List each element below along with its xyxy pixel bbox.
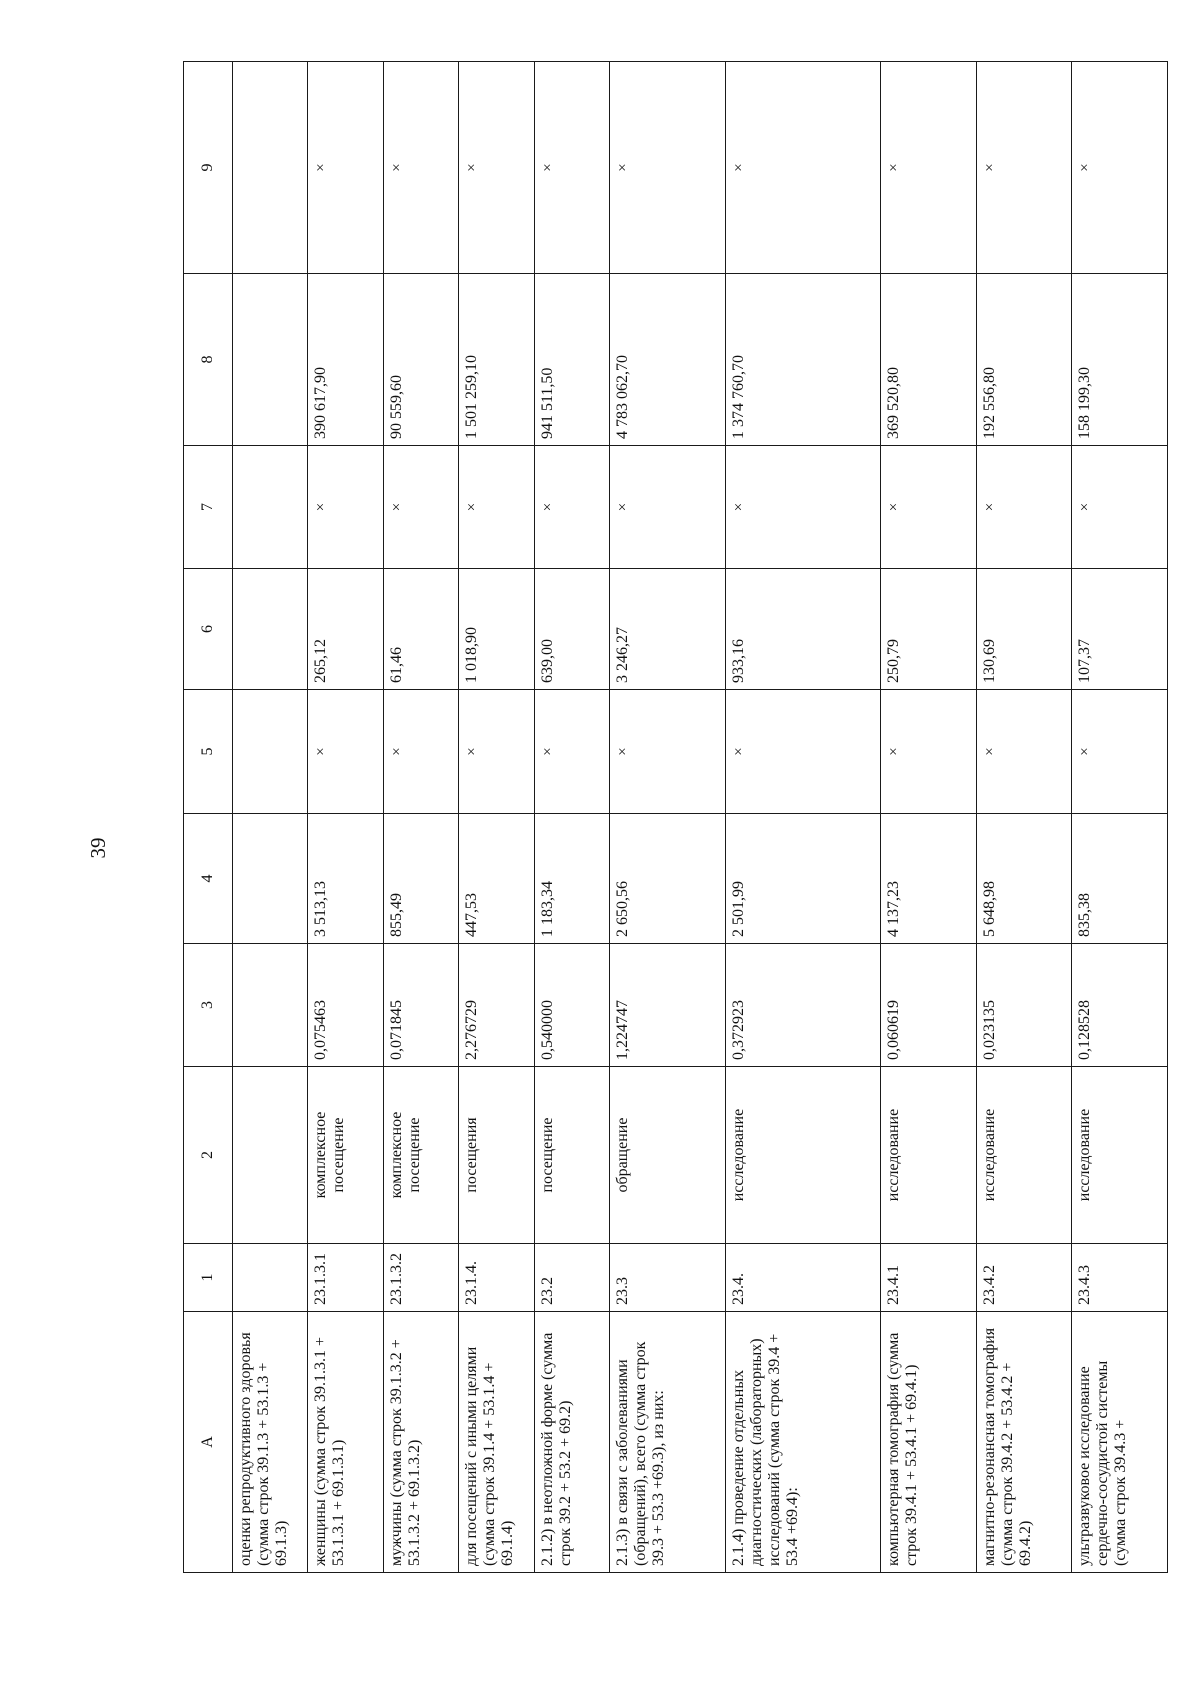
table-cell [232,814,308,944]
table-cell: × [534,62,610,274]
table-cell: × [308,62,384,274]
table-cell: × [534,690,610,814]
table-cell: 0,372923 [725,944,880,1067]
table-cell: обращение [610,1067,726,1244]
table-cell: 23.4. [725,1244,880,1312]
table-cell: × [881,62,977,274]
table-cell [232,569,308,690]
header-cell: 2 [184,1067,233,1244]
table-row [1072,62,1168,1573]
table-row [976,62,1072,1573]
table-row [725,62,880,1573]
header-cell: 5 [184,690,233,814]
table-cell: × [610,446,726,569]
table-cell: × [459,62,535,274]
table-body [184,62,1168,1573]
table-cell: 61,46 [383,569,459,690]
table-cell: 941 511,50 [534,274,610,446]
header-cell: 1 [184,1244,233,1312]
table-cell: 933,16 [725,569,880,690]
table-cell: исследование [976,1067,1072,1244]
table-cell [232,62,308,274]
row-label-cell: мужчины (сумма строк 39.1.3.2 + 53.1.3.2 + 69.1.3.2) [383,1312,459,1573]
table-cell: 23.1.3.2 [383,1244,459,1312]
table-cell: 1 183,34 [534,814,610,944]
table-cell: 23.1.4. [459,1244,535,1312]
row-label-cell: магнитно-резонансная томография (сумма строк 39.4.2 + 53.4.2 + 69.4.2) [976,1312,1072,1573]
table-cell: 0,071845 [383,944,459,1067]
page-number: 39 [86,837,110,859]
row-label-cell: компьютерная томография (сумма строк 39.4.1 + 53.4.1 + 69.4.1) [881,1312,977,1573]
table-cell: 4 783 062,70 [610,274,726,446]
table-cell: 3 513,13 [308,814,384,944]
table-cell: × [976,690,1072,814]
table-cell [232,690,308,814]
table-cell: × [725,62,880,274]
table-cell: 23.1.3.1 [308,1244,384,1312]
table-row [232,62,308,1573]
table-cell: 639,00 [534,569,610,690]
table-cell: × [610,62,726,274]
table-cell: × [383,690,459,814]
table-cell: исследование [881,1067,977,1244]
tariff-table [183,61,1168,1573]
table-cell: 158 199,30 [1072,274,1168,446]
table-cell: комплексное посещение [308,1067,384,1244]
rotated-table-wrapper [183,62,1168,1573]
table-cell: × [383,62,459,274]
table-cell: × [725,690,880,814]
table-cell: × [610,690,726,814]
table-cell [232,944,308,1067]
row-label-cell: оценки репродуктивного здоровья (сумма строк 39.1.3 + 53.1.3 + 69.1.3) [232,1312,308,1573]
table-cell [232,1244,308,1312]
table-cell: 390 617,90 [308,274,384,446]
table-cell [232,1067,308,1244]
table-cell: 107,37 [1072,569,1168,690]
table-cell: 23.3 [610,1244,726,1312]
table-cell: 1 501 259,10 [459,274,535,446]
row-label-cell: 2.1.3) в связи с заболеваниями (обращений), всего (сумма строк 39.3 + 53.3 +69.3), из них: [610,1312,726,1573]
table-cell: 23.4.3 [1072,1244,1168,1312]
table-cell: 0,023135 [976,944,1072,1067]
table-cell: 835,38 [1072,814,1168,944]
table-cell: посещения [459,1067,535,1244]
table-cell: × [308,690,384,814]
table-row [383,62,459,1573]
table-cell: × [1072,446,1168,569]
table-cell: × [881,446,977,569]
table-cell: 90 559,60 [383,274,459,446]
table-cell: 5 648,98 [976,814,1072,944]
header-cell: А [184,1312,233,1573]
row-label-cell: ультразвуковое исследование сердечно-сосудистой системы (сумма строк 39.4.3 + [1072,1312,1168,1573]
table-cell: 23.4.2 [976,1244,1072,1312]
row-label-cell: 2.1.2) в неотложной форме (сумма строк 39.2 + 53.2 + 69.2) [534,1312,610,1573]
table-cell: × [881,690,977,814]
table-cell: 4 137,23 [881,814,977,944]
table-cell: 265,12 [308,569,384,690]
table-row [308,62,384,1573]
table-cell: 1 018,90 [459,569,535,690]
table-cell: 0,075463 [308,944,384,1067]
table-cell: × [1072,62,1168,274]
table-cell: 3 246,27 [610,569,726,690]
table-cell: × [976,446,1072,569]
table-cell: × [534,446,610,569]
table-cell: 23.4.1 [881,1244,977,1312]
header-cell: 4 [184,814,233,944]
table-cell: × [308,446,384,569]
header-cell: 9 [184,62,233,274]
table-cell: 0,060619 [881,944,977,1067]
table-cell: × [1072,690,1168,814]
table-cell: × [459,690,535,814]
table-cell: 2 650,56 [610,814,726,944]
table-cell: 1 374 760,70 [725,274,880,446]
row-label-cell: женщины (сумма строк 39.1.3.1 + 53.1.3.1 + 69.1.3.1) [308,1312,384,1573]
header-cell: 8 [184,274,233,446]
header-row [184,62,233,1573]
table-cell: 130,69 [976,569,1072,690]
row-label-cell: 2.1.4) проведение отдельных диагностических (лабораторных) исследований (сумма строк 39.4 + 53.4 +69.4): [725,1312,880,1573]
table-cell: × [976,62,1072,274]
header-cell: 6 [184,569,233,690]
table-cell: × [383,446,459,569]
table-cell [232,446,308,569]
table-row [881,62,977,1573]
table-cell: 2 501,99 [725,814,880,944]
table-cell: 250,79 [881,569,977,690]
table-row [534,62,610,1573]
row-label-cell: для посещений с иными целями (сумма строк 39.1.4 + 53.1.4 + 69.1.4) [459,1312,535,1573]
header-cell: 3 [184,944,233,1067]
table-cell: 0,128528 [1072,944,1168,1067]
table-cell: × [459,446,535,569]
table-row [459,62,535,1573]
table-cell: 0,540000 [534,944,610,1067]
header-cell: 7 [184,446,233,569]
table-cell: 369 520,80 [881,274,977,446]
table-cell [232,274,308,446]
table-cell: исследование [725,1067,880,1244]
table-cell: 855,49 [383,814,459,944]
table-cell: комплексное посещение [383,1067,459,1244]
table-cell: 2,276729 [459,944,535,1067]
table-cell: 447,53 [459,814,535,944]
table-cell: 1,224747 [610,944,726,1067]
table-cell: × [725,446,880,569]
table-cell: 192 556,80 [976,274,1072,446]
table-cell: посещение [534,1067,610,1244]
table-cell: исследование [1072,1067,1168,1244]
table-row [610,62,726,1573]
table-cell: 23.2 [534,1244,610,1312]
